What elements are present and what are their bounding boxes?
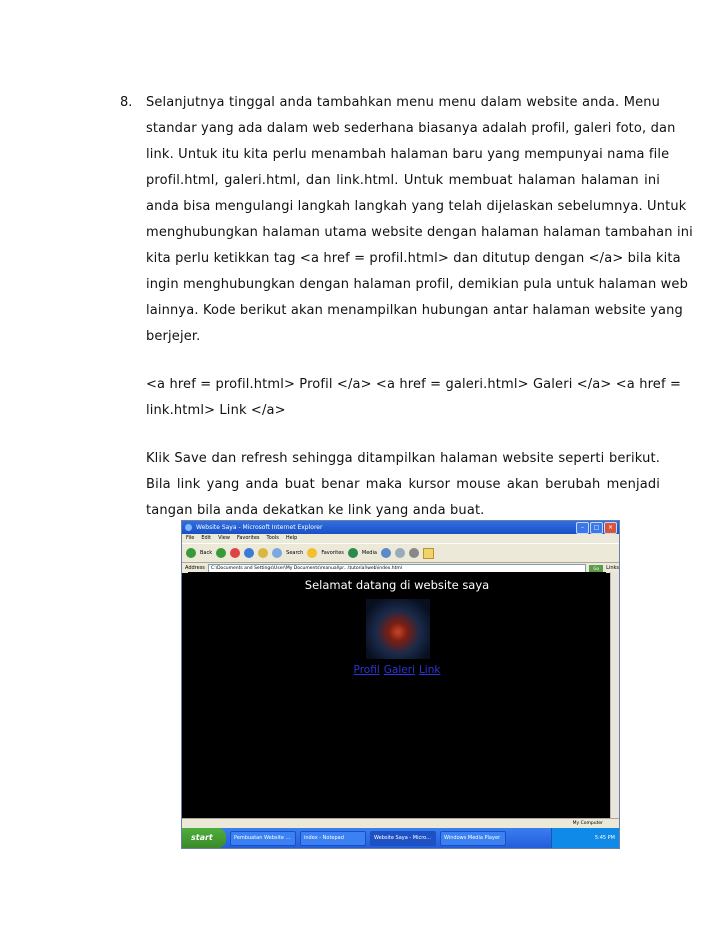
back-arrow-icon[interactable] <box>186 548 196 558</box>
taskbar-item[interactable]: Pembuatan Website ... <box>230 831 296 846</box>
taskbar-item-active[interactable]: Website Saya - Micro... <box>370 831 436 846</box>
browser-screenshot <box>181 520 620 849</box>
search-label[interactable]: Search <box>286 550 304 556</box>
taskbar <box>182 828 619 848</box>
maximize-button[interactable]: □ <box>590 522 603 534</box>
go-button[interactable]: Go <box>589 565 603 572</box>
code-line: <a href = profil.html> Profil </a> <a href = galeri.html> Galeri </a> <a href = <box>146 377 681 392</box>
favorites-star-icon[interactable] <box>307 548 317 558</box>
paragraph-line: link. Untuk itu kita perlu menambah halaman baru yang mempunyai nama file <box>146 147 670 162</box>
start-button[interactable]: start <box>182 828 226 848</box>
menu-edit[interactable]: Edit <box>201 535 212 541</box>
close-button[interactable]: × <box>604 522 617 534</box>
favorites-label[interactable]: Favorites <box>321 550 344 556</box>
motorcycle-photo <box>366 599 430 659</box>
paragraph-line: profil.html, galeri.html, dan link.html. Untuk membuat halaman halaman ini <box>146 173 660 188</box>
taskbar-item[interactable]: Windows Media Player <box>440 831 506 846</box>
paragraph-line: Bila link yang anda buat benar maka kursor mouse akan berubah menjadi <box>146 477 660 492</box>
paragraph-line: tangan bila anda dekatkan ke link yang anda buat. <box>146 503 485 518</box>
media-label[interactable]: Media <box>361 550 377 556</box>
menu-help[interactable]: Help <box>285 535 298 541</box>
system-tray <box>551 828 619 848</box>
home-icon[interactable] <box>258 548 268 558</box>
mail-icon[interactable] <box>395 548 405 558</box>
status-bar <box>182 818 619 828</box>
paragraph-line: ingin menghubungkan dengan halaman profil, demikian pula untuk halaman web <box>146 277 688 292</box>
menu-file[interactable]: File <box>186 535 195 541</box>
links-label[interactable]: Links <box>606 565 619 571</box>
menu-bar <box>182 534 619 543</box>
clock: 5:45 PM <box>594 835 615 841</box>
vertical-scrollbar[interactable] <box>610 572 619 818</box>
window-title: Website Saya - Microsoft Internet Explorer <box>196 524 323 531</box>
nav-links <box>188 664 606 676</box>
link-profil[interactable]: Profil <box>353 664 380 676</box>
back-label[interactable]: Back <box>200 550 213 556</box>
minimize-button[interactable]: – <box>576 522 589 534</box>
address-input[interactable]: C:\Documents and Settings\User\My Documents\manual\pr...\tutorial\web\index.html <box>208 564 586 573</box>
paragraph-line: Klik Save dan refresh sehingga ditampilkan halaman website seperti berikut. <box>146 451 660 466</box>
browser-toolbar <box>182 543 619 563</box>
forward-arrow-icon[interactable] <box>216 548 226 558</box>
menu-view[interactable]: View <box>218 535 230 541</box>
internet-explorer-icon <box>185 524 192 531</box>
history-icon[interactable] <box>381 548 391 558</box>
paragraph-line: kita perlu ketikkan tag <a href = profil.html> dan ditutup dengan </a> bila kita <box>146 251 681 266</box>
paragraph-line: lainnya. Kode berikut akan menampilkan hubungan antar halaman website yang <box>146 303 683 318</box>
menu-favorites[interactable]: Favorites <box>236 535 260 541</box>
link-link[interactable]: Link <box>418 664 441 676</box>
search-icon[interactable] <box>272 548 282 558</box>
address-label: Address <box>185 565 205 571</box>
link-galeri[interactable]: Galeri <box>383 664 415 676</box>
menu-tools[interactable]: Tools <box>266 535 279 541</box>
list-number: 8. <box>120 95 133 110</box>
paragraph-line: berjejer. <box>146 329 201 344</box>
web-page-content <box>188 572 606 818</box>
paragraph-line: menghubungkan halaman utama website dengan halaman halaman tambahan ini <box>146 225 693 240</box>
stop-icon[interactable] <box>230 548 240 558</box>
code-line: link.html> Link </a> <box>146 403 286 418</box>
paragraph-line: standar yang ada dalam web sederhana biasanya adalah profil, galeri foto, dan <box>146 121 676 136</box>
taskbar-item[interactable]: index - Notepad <box>300 831 366 846</box>
welcome-heading: Selamat datang di website saya <box>304 578 490 592</box>
paragraph-line: Selanjutnya tinggal anda tambahkan menu menu dalam website anda. Menu <box>146 95 660 110</box>
media-icon[interactable] <box>348 548 358 558</box>
refresh-icon[interactable] <box>244 548 254 558</box>
print-icon[interactable] <box>409 548 419 558</box>
folder-icon[interactable] <box>423 548 434 559</box>
status-zone: My Computer <box>572 821 603 826</box>
paragraph-line: anda bisa mengulangi langkah langkah yang telah dijelaskan sebelumnya. Untuk <box>146 199 687 214</box>
window-titlebar <box>182 521 619 534</box>
